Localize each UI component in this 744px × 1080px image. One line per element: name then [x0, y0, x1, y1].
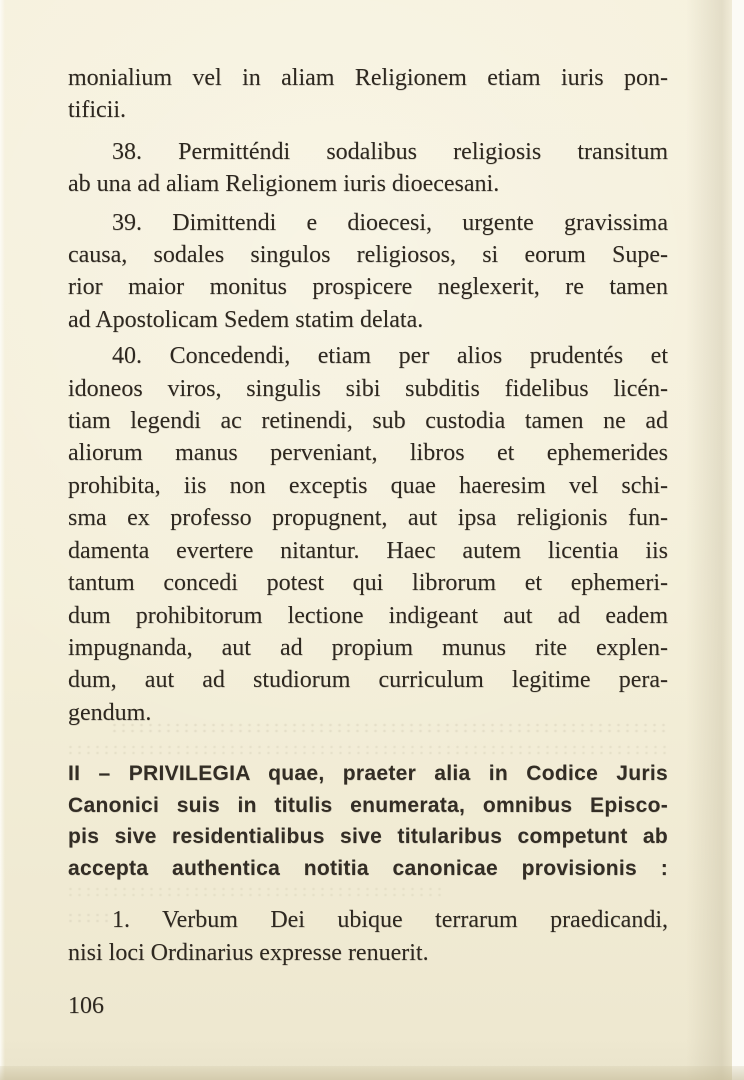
scanner-edge-left [0, 0, 5, 1080]
paragraph-40 [68, 340, 668, 729]
scanner-edge-right [732, 0, 744, 1080]
text-line: nisi loci Ordinarius expresse renuerit. [68, 939, 429, 966]
text-line: pis sive residentialibus sive titularibus competunt ab [68, 825, 668, 849]
text-line: impugnanda, aut ad propium munus rite explen- [68, 634, 668, 661]
text-line: idoneos viros, singulis sibi subditis fidelibus licén- [68, 375, 668, 402]
page-curl-shadow [686, 0, 732, 1080]
text-line: monialium vel in aliam Religionem etiam iuris pon- [68, 65, 668, 91]
text-line: 1. Verbum Dei ubique terrarum praedicandi, [112, 907, 668, 934]
text-line: dum, aut ad studiorum curriculum legitime pera- [68, 667, 668, 694]
text-line: accepta authentica notitia canonicae provisionis : [68, 856, 668, 880]
text-line: 39. Dimittendi e dioecesi, urgente gravissima [112, 209, 668, 236]
text-line: causa, sodales singulos religiosos, si eorum Supe- [68, 242, 668, 269]
text-line: damenta evertere nitantur. Haec autem licentia iis [68, 537, 668, 564]
paragraph-continuation [68, 62, 668, 127]
text-line: Canonici suis in titulis enumerata, omnibus Episco- [68, 793, 668, 817]
paragraph-38 [68, 136, 668, 201]
text-line: II – PRIVILEGIA quae, praeter alia in Codice Juris [68, 762, 668, 786]
section-heading-privilegia [68, 758, 668, 884]
page-number: 106 [68, 992, 104, 1019]
text-line: 40. Concedendi, etiam per alios prudentés et [112, 343, 668, 370]
paragraph-39 [68, 207, 668, 337]
text-line: tiam legendi ac retinendi, sub custodia tamen ne ad [68, 408, 668, 435]
bottom-edge-shadow [0, 1066, 744, 1080]
text-line: 38. Permitténdi sodalibus religiosis transitum [112, 138, 668, 165]
text-line: ab una ad aliam Religionem iuris dioecesani. [68, 171, 500, 198]
text-line: sma ex professo propugnent, aut ipsa religionis fun- [68, 505, 668, 532]
text-line: tantum concedi potest qui librorum et ephemeri- [68, 570, 668, 597]
text-line: tificii. [68, 97, 126, 124]
text-line: gendum. [68, 699, 152, 726]
text-line: dum prohibitorum lectione indigeant aut ad eadem [68, 602, 668, 629]
text-line: prohibita, iis non exceptis quae haeresim vel schi- [68, 472, 668, 499]
text-line: rior maior monitus prospicere neglexerit, re tamen [68, 274, 668, 301]
numbered-item-1 [68, 904, 668, 969]
text-block [68, 62, 668, 1022]
text-line: ad Apostolicam Sedem statim delata. [68, 306, 424, 333]
text-line: aliorum manus perveniant, libros et ephemerides [68, 440, 668, 467]
